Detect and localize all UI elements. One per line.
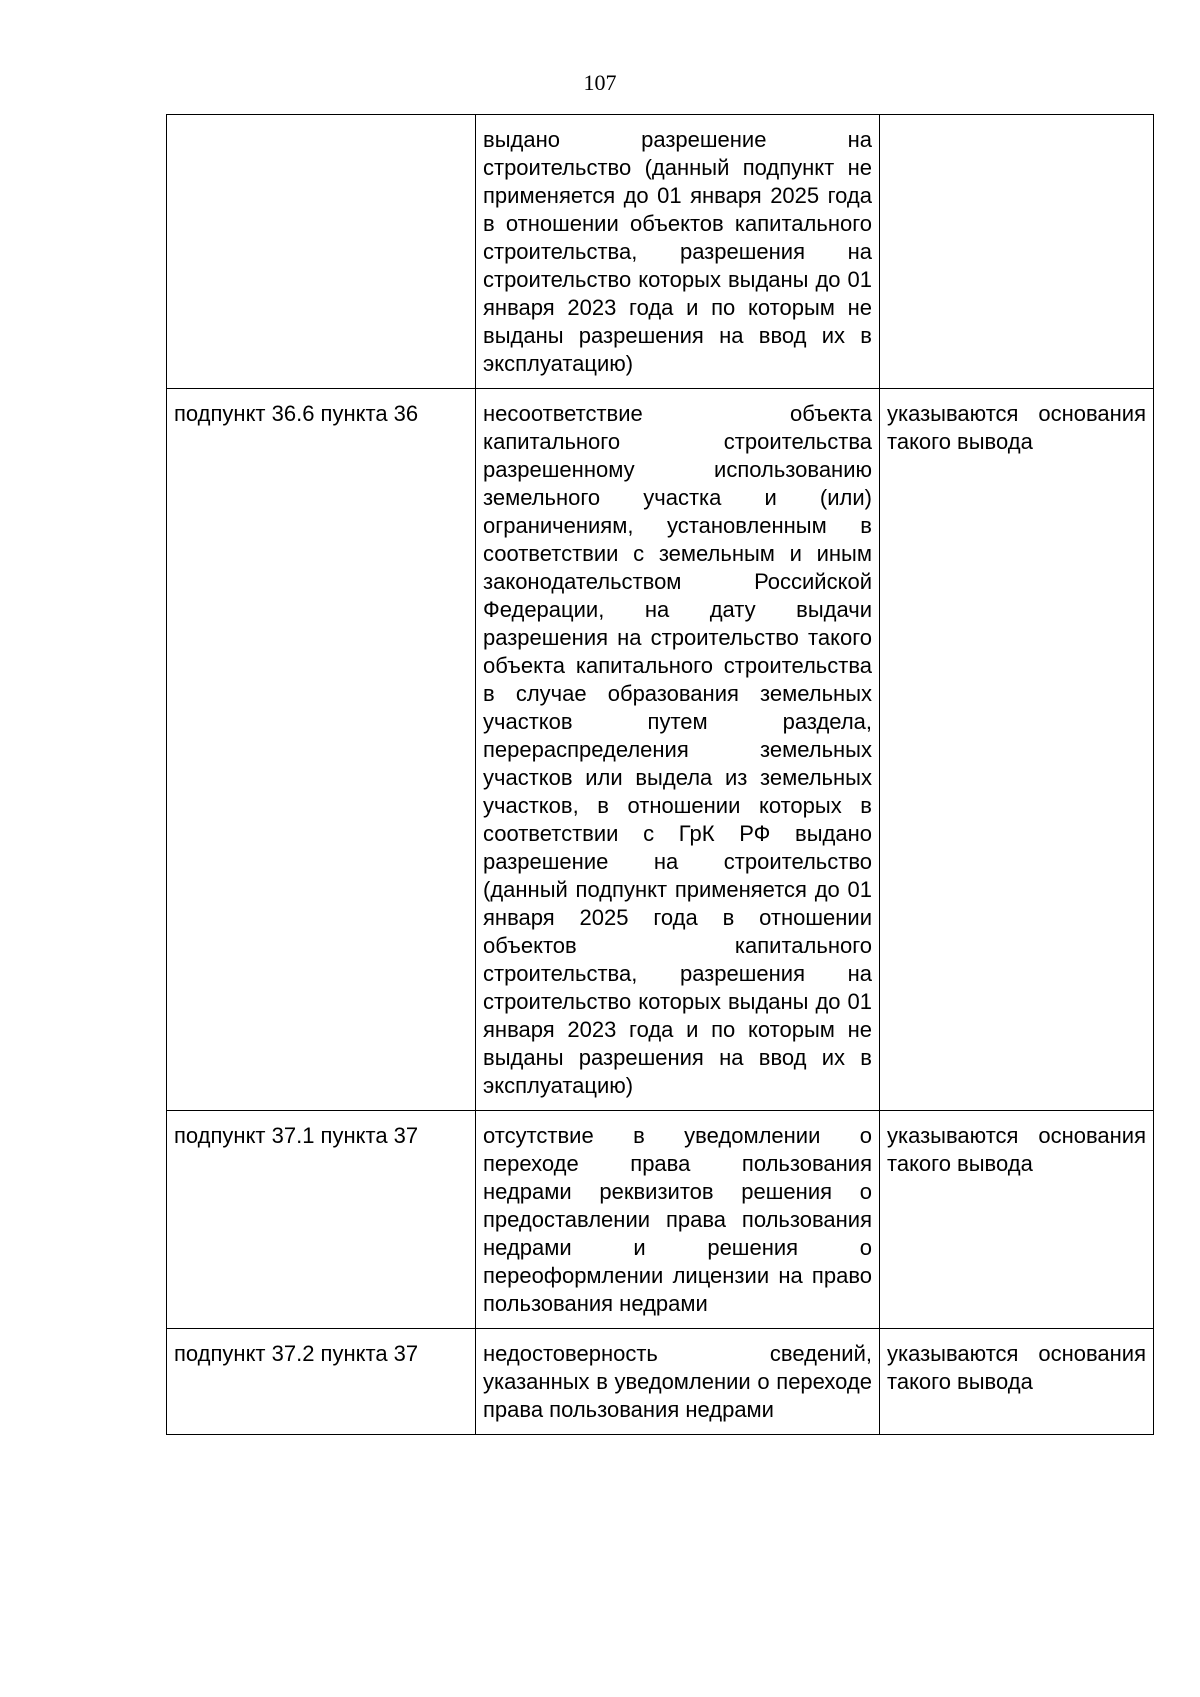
explanation-cell: указываются основания такого вывода [880,389,1154,1111]
reason-cell: выдано разрешение на строительство (данный подпункт не применяется до 01 января 2025 года в отношении объектов капитального строительства, разрешения на строительство которых выданы до 01 января 2023 года и по которым не выданы разрешения на ввод их в эксплуатацию) [476,115,880,389]
explanation-cell: указываются основания такого вывода [880,1329,1154,1435]
reason-cell: несоответствие объекта капитального строительства разрешенному использованию земельного участка и (или) ограничениям, установленным в соответствии с земельным и иным законодательством Российской Федерации, на дату выдачи разрешения на строительство такого объекта капитального строительства в случае образования земельных участков путем раздела, перераспределения земельных участков или выдела из земельных участков, в отношении которых в соответствии с ГрК РФ выдано разрешение на строительство (данный подпункт применяется до 01 января 2025 года в отношении объектов капитального строительства, разрешения на строительство которых выданы до 01 января 2023 года и по которым не выданы разрешения на ввод их в эксплуатацию) [476,389,880,1111]
reason-cell: недостоверность сведений, указанных в уведомлении о переходе права пользования недрами [476,1329,880,1435]
grounds-table [166,114,1154,1435]
explanation-cell [880,115,1154,389]
table-row [167,389,1154,1111]
table-row [167,1329,1154,1435]
ground-cell [167,115,476,389]
table-row [167,115,1154,389]
table-row [167,1111,1154,1329]
explanation-cell: указываются основания такого вывода [880,1111,1154,1329]
page-number: 107 [583,70,617,95]
ground-cell: подпункт 37.1 пункта 37 [167,1111,476,1329]
ground-cell: подпункт 37.2 пункта 37 [167,1329,476,1435]
reason-cell: отсутствие в уведомлении о переходе права пользования недрами реквизитов решения о предоставлении права пользования недрами и решения о переоформлении лицензии на право пользования недрами [476,1111,880,1329]
ground-cell: подпункт 36.6 пункта 36 [167,389,476,1111]
